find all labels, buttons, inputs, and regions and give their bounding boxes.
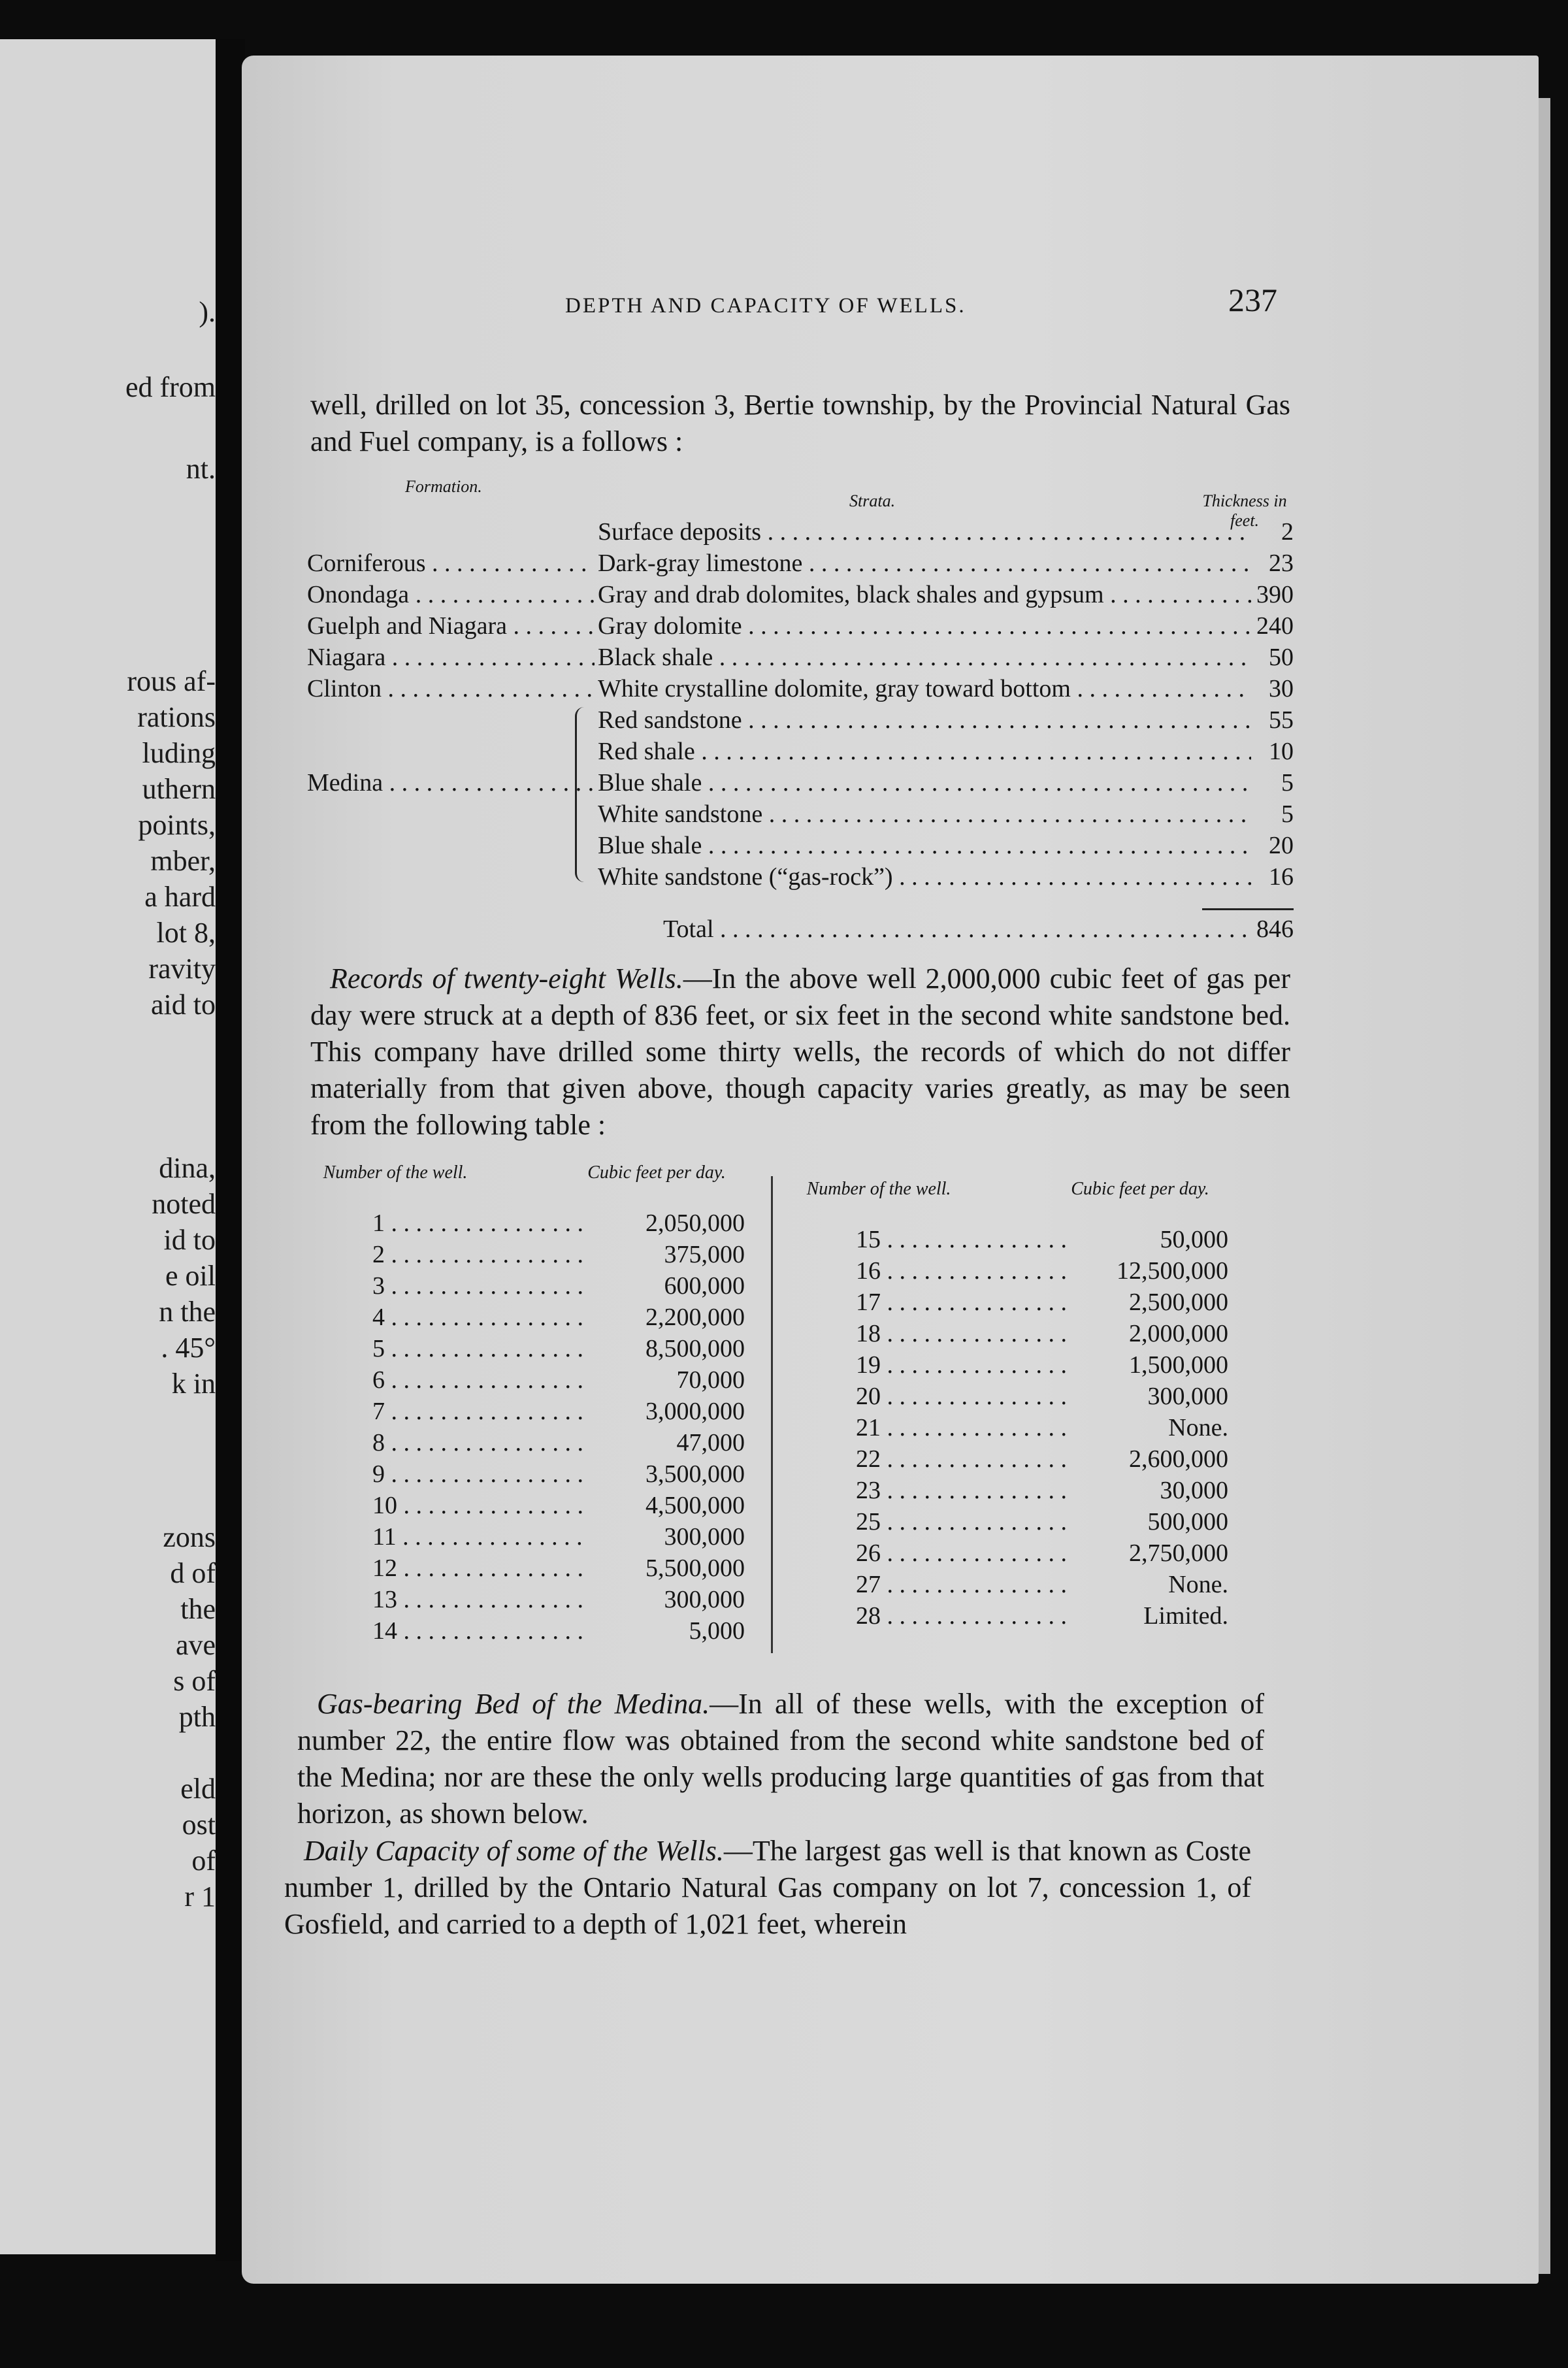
facing-page-fragment: lot 8, (156, 917, 216, 949)
facing-page-fragment: aid to (151, 989, 216, 1021)
well-capacity: 4,500,000 (645, 1492, 745, 1519)
well-capacity: 30,000 (1160, 1477, 1228, 1504)
intro-paragraph: well, drilled on lot 35, concession 3, Bertie township, by the Provincial Natural Gas and Fuel company, is a follows : (310, 389, 1290, 457)
well-number: 27 . . . (856, 1570, 1071, 1599)
well-capacity: 300,000 (1147, 1383, 1228, 1410)
thickness-cell: 30 (1269, 675, 1294, 702)
thickness-cell: 50 (1269, 644, 1294, 671)
well-row (314, 1460, 745, 1491)
well-number: 22 . . . (856, 1445, 1071, 1473)
facing-page-fragment: . 45° (161, 1332, 216, 1364)
facing-page-fragment: rations (137, 701, 216, 733)
thickness-cell: 10 (1269, 738, 1294, 765)
well-row (314, 1397, 745, 1428)
strata-cell: Black shale . . . (598, 643, 1251, 672)
gas-bearing-lead: Gas-bearing Bed of the Medina. (317, 1688, 710, 1720)
well-row (797, 1288, 1228, 1319)
facing-page-fragment: ave (175, 1629, 216, 1661)
well-capacity: 1,500,000 (1129, 1351, 1228, 1379)
page-number: 237 (1228, 282, 1277, 318)
thickness-cell: 5 (1281, 769, 1294, 797)
well-capacity: 50,000 (1160, 1226, 1228, 1253)
thickness-cell: 55 (1269, 706, 1294, 734)
well-number: 14 . . . (372, 1617, 588, 1645)
facing-page-fragment: rous af- (127, 665, 216, 697)
well-row (314, 1491, 745, 1522)
well-number: 1 . . . (372, 1209, 588, 1238)
facing-page-fragment: n the (159, 1296, 216, 1328)
running-title: DEPTH AND CAPACITY OF WELLS. (565, 294, 966, 318)
strata-cell: Dark-gray limestone . . . (598, 549, 1251, 578)
well-row (314, 1272, 745, 1303)
well-row (797, 1570, 1228, 1602)
facing-page-fragment: ). (199, 296, 216, 328)
facing-page-fragment: id to (163, 1224, 216, 1256)
well-capacity: 375,000 (664, 1241, 745, 1268)
facing-page-fragment: the (180, 1593, 216, 1625)
well-capacity: None. (1168, 1414, 1228, 1441)
strata-cell: Blue shale . . . (598, 768, 1251, 797)
facing-page-fragment: points, (138, 809, 216, 841)
gas-bearing-paragraph (297, 1686, 1264, 1832)
strata-row (307, 643, 1294, 674)
strata-row (307, 706, 1294, 737)
well-capacity: 12,500,000 (1117, 1257, 1228, 1285)
daily-capacity-text: —The largest gas well is that known as Coste number 1, drilled by the Ontario Natural Gas company on lot 7, concession 1, of Gosfield, and carried to a depth of 1,021 feet, wherein (284, 1835, 1251, 1940)
well-capacity: 2,050,000 (645, 1209, 745, 1237)
strata-cell: White sandstone . . . (598, 800, 1251, 829)
records-paragraph (310, 961, 1290, 1143)
thickness-header: Thickness in feet. (1202, 491, 1287, 530)
left-number-header: Number of the well. (323, 1162, 468, 1183)
strata-cell: Gray dolomite . . . (598, 612, 1251, 640)
well-row (797, 1476, 1228, 1507)
facing-page-fragment: d of (170, 1557, 216, 1589)
book-gutter (216, 39, 245, 2261)
well-row (797, 1257, 1228, 1288)
facing-page-fragment: a hard (144, 881, 216, 913)
well-row (797, 1539, 1228, 1570)
well-row (797, 1445, 1228, 1476)
total-rule (1202, 908, 1294, 910)
well-number: 8 . . . (372, 1428, 588, 1457)
strata-row (307, 737, 1294, 768)
strata-cell: Red shale . . . (598, 737, 1251, 766)
records-lead: Records of twenty-eight Wells. (330, 962, 683, 995)
daily-capacity-paragraph (284, 1833, 1251, 1943)
well-row (314, 1240, 745, 1272)
well-number: 23 . . . (856, 1476, 1071, 1505)
well-number: 16 . . . (856, 1257, 1071, 1285)
total-value: 846 (1256, 915, 1294, 943)
well-capacity: None. (1168, 1571, 1228, 1598)
thickness-cell: 23 (1269, 550, 1294, 577)
facing-page-fragment: pth (178, 1701, 216, 1733)
page-edge (1539, 98, 1550, 2274)
strata-cell: White crystalline dolomite, gray toward bottom . . . (598, 674, 1251, 703)
well-number: 2 . . . (372, 1240, 588, 1269)
strata-row (307, 612, 1294, 643)
well-capacity: 2,600,000 (1129, 1445, 1228, 1473)
well-capacity: 3,500,000 (645, 1460, 745, 1488)
total-row (307, 915, 1294, 946)
strata-cell: Surface deposits . . . (598, 518, 1251, 546)
well-number: 3 . . . (372, 1272, 588, 1300)
well-row (797, 1319, 1228, 1351)
well-number: 7 . . . (372, 1397, 588, 1426)
facing-page-fragment: ed from (125, 371, 216, 403)
well-number: 21 . . . (856, 1413, 1071, 1442)
thickness-cell: 390 (1256, 581, 1294, 608)
facing-page-fragment: ravity (148, 953, 216, 985)
total-label: Total . . . (663, 915, 1251, 944)
well-capacity: 300,000 (664, 1586, 745, 1613)
well-row (797, 1602, 1228, 1633)
well-number: 25 . . . (856, 1507, 1071, 1536)
well-number: 10 . . . (372, 1491, 588, 1520)
facing-page-fragment: k in (171, 1368, 216, 1400)
well-number: 13 . . . (372, 1585, 588, 1614)
well-capacity: 8,500,000 (645, 1335, 745, 1362)
well-capacity: 500,000 (1147, 1508, 1228, 1536)
well-number: 6 . . . (372, 1366, 588, 1394)
daily-capacity-lead: Daily Capacity of some of the Wells. (304, 1835, 724, 1867)
strata-row (307, 518, 1294, 549)
well-capacity: 47,000 (676, 1429, 745, 1456)
strata-row (307, 674, 1294, 706)
right-number-header: Number of the well. (806, 1179, 951, 1199)
facing-page-fragment: e oil (165, 1260, 216, 1292)
strata-cell: Blue shale . . . (598, 831, 1251, 860)
well-number: 17 . . . (856, 1288, 1071, 1317)
well-row (314, 1585, 745, 1617)
well-number: 20 . . . (856, 1382, 1071, 1411)
formation-cell: Onondaga . . . (307, 580, 595, 609)
well-row (314, 1522, 745, 1554)
thickness-cell: 240 (1256, 612, 1294, 640)
well-capacity: 5,000 (689, 1617, 745, 1645)
well-capacity: 600,000 (664, 1272, 745, 1300)
facing-page (0, 39, 216, 2254)
well-row (797, 1507, 1228, 1539)
well-row (797, 1225, 1228, 1257)
thickness-cell: 2 (1281, 518, 1294, 546)
facing-page-fragment: luding (142, 737, 216, 769)
strata-row (307, 831, 1294, 863)
facing-page-fragment: eld (180, 1773, 216, 1805)
facing-page-fragment: mber, (150, 845, 216, 877)
well-capacity: 5,500,000 (645, 1554, 745, 1582)
facing-page-fragment: uthern (142, 773, 216, 805)
facing-page-fragment: nt. (186, 453, 216, 485)
facing-page-fragment: noted (152, 1188, 216, 1220)
strata-cell: Red sandstone . . . (598, 706, 1251, 734)
well-capacity: 300,000 (664, 1523, 745, 1551)
well-row (797, 1351, 1228, 1382)
well-row (314, 1303, 745, 1334)
thickness-cell: 5 (1281, 800, 1294, 828)
well-capacity: Limited. (1143, 1602, 1228, 1630)
facing-page-fragment: zons (163, 1521, 216, 1553)
formation-cell: Niagara . . . (307, 643, 595, 672)
well-row (314, 1334, 745, 1366)
facing-page-fragment: r 1 (184, 1881, 216, 1913)
well-number: 12 . . . (372, 1554, 588, 1583)
well-number: 28 . . . (856, 1602, 1071, 1630)
formation-cell: Medina . . . (307, 768, 595, 797)
well-number: 15 . . . (856, 1225, 1071, 1254)
column-divider (771, 1176, 773, 1653)
strata-cell: Gray and drab dolomites, black shales and gypsum . . . (598, 580, 1251, 609)
gas-bearing-text: —In all of these wells, with the exception of number 22, the entire flow was obtained from the second white sandstone bed of the Medina; nor are these the only wells producing large quantities of gas from that horizon, as shown below. (297, 1688, 1265, 1830)
well-row (314, 1209, 745, 1240)
formation-cell: Corniferous . . . (307, 549, 595, 578)
strata-row (307, 580, 1294, 612)
left-capacity-header: Cubic feet per day. (587, 1162, 726, 1183)
page-header (323, 281, 1277, 327)
strata-row (307, 800, 1294, 831)
well-row (314, 1366, 745, 1397)
well-number: 5 . . . (372, 1334, 588, 1363)
formation-cell: Clinton . . . (307, 674, 595, 703)
well-row (797, 1382, 1228, 1413)
strata-row (307, 863, 1294, 894)
right-capacity-header: Cubic feet per day. (1071, 1179, 1209, 1199)
facing-page-fragment: s of (173, 1665, 216, 1697)
well-capacity: 2,750,000 (1129, 1539, 1228, 1567)
thickness-cell: 16 (1269, 863, 1294, 891)
records-text: —In the above well 2,000,000 cubic feet of gas per day were struck at a depth of 836 feet, or six feet in the second white sandstone bed. This company have drilled some thirty wells, the records of which do not differ materially from that given above, though capacity varies greatly, as may be seen from the following table : (310, 962, 1290, 1141)
well-capacity: 70,000 (676, 1366, 745, 1394)
strata-header: Strata. (849, 491, 896, 510)
well-capacity: 2,200,000 (645, 1304, 745, 1331)
facing-page-fragment: ost (182, 1809, 216, 1841)
well-number: 26 . . . (856, 1539, 1071, 1568)
thickness-cell: 20 (1269, 832, 1294, 859)
formation-cell: Guelph and Niagara . . . (307, 612, 595, 640)
strata-row (307, 768, 1294, 800)
well-number: 11 . . . (372, 1522, 588, 1551)
well-capacity: 2,500,000 (1129, 1289, 1228, 1316)
formation-header: Formation. (405, 477, 482, 496)
facing-page-fragment: dina, (159, 1152, 216, 1184)
well-capacity: 3,000,000 (645, 1398, 745, 1425)
strata-row (307, 549, 1294, 580)
well-row (314, 1554, 745, 1585)
well-row (314, 1617, 745, 1648)
well-number: 19 . . . (856, 1351, 1071, 1379)
strata-cell: White sandstone (“gas-rock”) . . . (598, 863, 1251, 891)
well-number: 18 . . . (856, 1319, 1071, 1348)
well-row (314, 1428, 745, 1460)
well-capacity: 2,000,000 (1129, 1320, 1228, 1347)
well-number: 9 . . . (372, 1460, 588, 1488)
well-row (797, 1413, 1228, 1445)
well-number: 4 . . . (372, 1303, 588, 1332)
facing-page-fragment: of (191, 1845, 216, 1877)
